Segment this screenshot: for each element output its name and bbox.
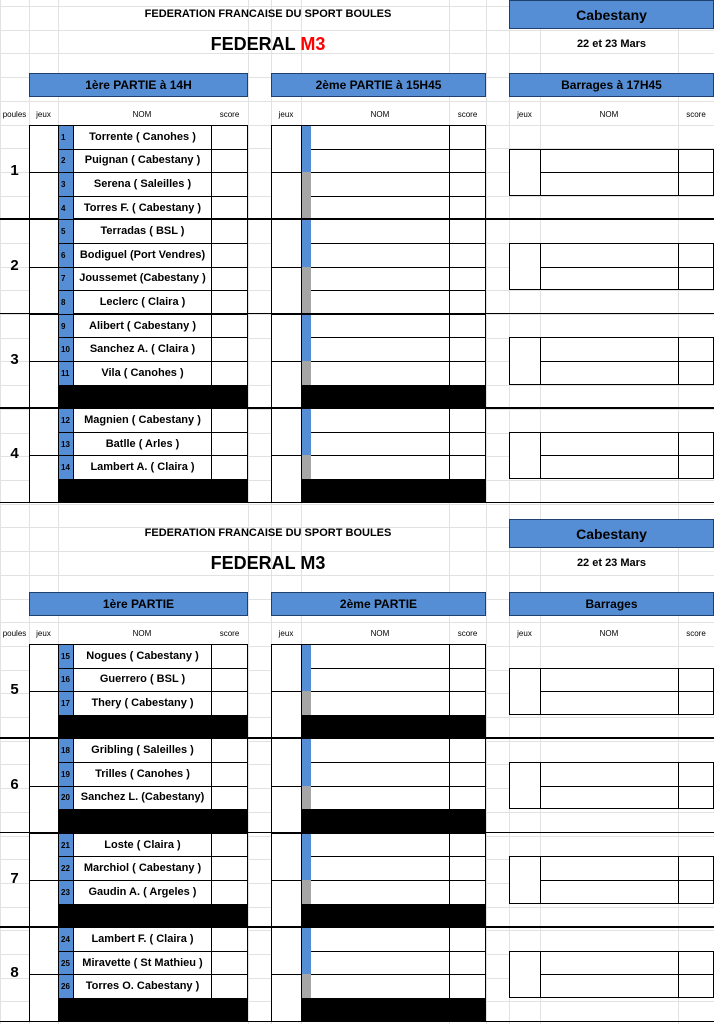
player-number: 8 bbox=[59, 291, 73, 314]
strip-gray bbox=[302, 267, 311, 313]
row-line-2 bbox=[301, 455, 486, 456]
grid-row-line bbox=[0, 101, 714, 102]
player-name: Thery ( Cabestany ) bbox=[91, 696, 194, 709]
player-name: Bodiguel (Port Vendres) bbox=[79, 248, 206, 261]
player-number: 3 bbox=[59, 173, 73, 196]
player-name: Lambert A. ( Claira ) bbox=[90, 461, 195, 474]
player-number: 9 bbox=[59, 315, 73, 338]
grid-row-line bbox=[0, 30, 714, 31]
part1-header: 1ère PARTIE à 14H bbox=[29, 73, 248, 97]
col-jeux-label-3: jeux bbox=[517, 110, 532, 119]
col-nom-label-2: NOM bbox=[370, 110, 390, 119]
empty-slot-bar-2 bbox=[301, 385, 486, 409]
player-number: 7 bbox=[59, 268, 73, 291]
barrage-row-line bbox=[540, 691, 714, 692]
strip-blue bbox=[302, 645, 311, 691]
row-line-2 bbox=[301, 337, 486, 338]
player-name: Vila ( Canohes ) bbox=[101, 366, 184, 379]
col-nom-label-3: NOM bbox=[599, 629, 619, 638]
player-number: 14 bbox=[59, 456, 73, 479]
dates-label: 22 et 23 Mars bbox=[576, 557, 647, 569]
grid-column-line bbox=[248, 0, 249, 1024]
empty-slot-bar bbox=[58, 809, 248, 833]
row-line-2 bbox=[301, 856, 486, 857]
player-name: Batlle ( Arles ) bbox=[105, 437, 180, 450]
player-name: Serena ( Saleilles ) bbox=[93, 177, 192, 190]
empty-slot-bar bbox=[58, 385, 248, 409]
player-number: 6 bbox=[59, 244, 73, 267]
poule-number: 6 bbox=[10, 775, 19, 793]
location-header: Cabestany bbox=[509, 0, 714, 29]
competition-title bbox=[58, 34, 478, 55]
col-jeux-label-2: jeux bbox=[278, 629, 294, 638]
jeux-mid-line-2 bbox=[271, 691, 302, 692]
row-line-2 bbox=[301, 361, 486, 362]
federation-title: FEDERATION FRANCAISE DU SPORT BOULES bbox=[144, 8, 392, 20]
row-line-2 bbox=[301, 172, 486, 173]
player-number: 2 bbox=[59, 150, 73, 173]
col-score-label-2: score bbox=[457, 110, 478, 119]
title-main: FEDERAL M3 bbox=[210, 553, 326, 573]
barrage-row-line bbox=[540, 455, 714, 456]
barrage-row-line bbox=[540, 880, 714, 881]
player-number: 24 bbox=[59, 928, 73, 951]
player-number: 5 bbox=[59, 220, 73, 243]
empty-slot-bar-2 bbox=[301, 715, 486, 739]
player-name: Torres O. Cabestany ) bbox=[85, 980, 200, 993]
dates-label: 22 et 23 Mars bbox=[576, 38, 647, 50]
col-jeux-label: jeux bbox=[36, 110, 51, 119]
barrage-row-line bbox=[540, 172, 714, 173]
col-score-label: score bbox=[219, 110, 240, 119]
part3-header: Barrages bbox=[509, 592, 714, 616]
barrage-row-line bbox=[540, 786, 714, 787]
player-number: 19 bbox=[59, 763, 73, 786]
player-name: Trilles ( Canohes ) bbox=[95, 767, 190, 780]
strip-blue bbox=[302, 739, 311, 785]
jeux-mid-line-2 bbox=[271, 974, 302, 975]
player-number: 4 bbox=[59, 197, 73, 220]
jeux-mid-line-2 bbox=[271, 455, 302, 456]
strip-blue bbox=[302, 220, 311, 266]
part1-header: 1ère PARTIE bbox=[29, 592, 248, 616]
poule-number: 3 bbox=[10, 351, 19, 368]
col-nom-label: NOM bbox=[132, 110, 152, 119]
player-name: Miravette ( St Mathieu ) bbox=[82, 956, 203, 969]
row-line-2 bbox=[301, 762, 486, 763]
jeux-mid-line bbox=[29, 172, 59, 173]
empty-slot-bar-2 bbox=[301, 998, 486, 1022]
player-name: Gribling ( Saleilles ) bbox=[91, 744, 194, 757]
poule-number: 4 bbox=[10, 445, 19, 463]
row-line-2 bbox=[301, 668, 486, 669]
poule-number: 2 bbox=[10, 256, 19, 274]
row-line-2 bbox=[301, 243, 486, 244]
strip-blue bbox=[302, 928, 311, 974]
player-name: Puignan ( Cabestany ) bbox=[84, 154, 201, 167]
strip-blue bbox=[302, 409, 311, 455]
barrage-row-line bbox=[540, 361, 714, 362]
col-score-label-2: score bbox=[457, 629, 478, 638]
row-line-2 bbox=[301, 951, 486, 952]
row-line-2 bbox=[301, 432, 486, 433]
row-line-2 bbox=[301, 196, 486, 197]
jeux-mid-line-2 bbox=[271, 786, 302, 787]
jeux-mid-line bbox=[29, 455, 59, 456]
col-jeux-label-3: jeux bbox=[517, 629, 532, 638]
strip-blue bbox=[302, 315, 311, 361]
row-line-2 bbox=[301, 974, 486, 975]
col-score-label-3: score bbox=[686, 110, 706, 119]
player-number: 21 bbox=[59, 834, 73, 857]
player-number: 17 bbox=[59, 692, 73, 715]
player-name: Guerrero ( BSL ) bbox=[99, 673, 186, 686]
empty-slot-bar bbox=[58, 715, 248, 739]
col-poules-label: poules bbox=[2, 110, 27, 119]
poule-number: 5 bbox=[10, 681, 19, 699]
empty-slot-bar bbox=[58, 904, 248, 928]
player-name: Loste ( Claira ) bbox=[104, 838, 181, 851]
part2-header: 2ème PARTIE à 15H45 bbox=[271, 73, 486, 97]
grid-row-line bbox=[0, 551, 714, 552]
jeux-mid-line bbox=[29, 361, 59, 362]
jeux-mid-line-2 bbox=[271, 172, 302, 173]
grid-column-line bbox=[486, 0, 487, 1024]
jeux-mid-line-2 bbox=[271, 880, 302, 881]
poule-number: 7 bbox=[10, 870, 19, 887]
strip-gray bbox=[302, 172, 311, 218]
player-number: 20 bbox=[59, 787, 73, 810]
jeux-mid-line-2 bbox=[271, 361, 302, 362]
grid-row-line bbox=[0, 575, 714, 576]
player-name: Marchiol ( Cabestany ) bbox=[83, 862, 202, 875]
strip-blue bbox=[302, 126, 311, 172]
player-number: 12 bbox=[59, 409, 73, 432]
competition-title bbox=[58, 553, 478, 574]
col-nom-label-2: NOM bbox=[370, 629, 390, 638]
row-line-2 bbox=[301, 691, 486, 692]
jeux-mid-line-2 bbox=[271, 267, 302, 268]
player-number: 22 bbox=[59, 857, 73, 880]
player-name: Sanchez L. (Cabestany) bbox=[80, 791, 205, 804]
player-number: 13 bbox=[59, 433, 73, 456]
player-number: 11 bbox=[59, 362, 73, 385]
col-poules-label: poules bbox=[2, 629, 27, 638]
player-number: 25 bbox=[59, 952, 73, 975]
strip-blue bbox=[302, 834, 311, 880]
player-number: 10 bbox=[59, 338, 73, 361]
row-line-2 bbox=[301, 267, 486, 268]
jeux-mid-line bbox=[29, 691, 59, 692]
title-main: FEDERAL bbox=[210, 34, 301, 54]
player-number: 23 bbox=[59, 881, 73, 904]
player-name: Terradas ( BSL ) bbox=[100, 225, 185, 238]
row-line-2 bbox=[301, 290, 486, 291]
empty-slot-bar-2 bbox=[301, 904, 486, 928]
part2-header: 2ème PARTIE bbox=[271, 592, 486, 616]
grid-row-line bbox=[0, 622, 714, 623]
player-name: Alibert ( Cabestany ) bbox=[89, 319, 196, 332]
jeux-mid-line bbox=[29, 267, 59, 268]
player-name: Sanchez A. ( Claira ) bbox=[89, 343, 196, 356]
location-header: Cabestany bbox=[509, 519, 714, 548]
barrage-row-line bbox=[540, 974, 714, 975]
player-number: 16 bbox=[59, 669, 73, 692]
player-name: Nogues ( Cabestany ) bbox=[86, 649, 199, 662]
poule-number: 8 bbox=[10, 964, 19, 982]
jeux-mid-line bbox=[29, 880, 59, 881]
col-nom-label-3: NOM bbox=[599, 110, 619, 119]
player-number: 26 bbox=[59, 975, 73, 998]
jeux-mid-line bbox=[29, 974, 59, 975]
jeux-mid-line bbox=[29, 786, 59, 787]
row-line-2 bbox=[301, 786, 486, 787]
empty-slot-bar bbox=[58, 479, 248, 503]
col-score-label-3: score bbox=[686, 629, 706, 638]
player-name: Joussemet (Cabestany ) bbox=[79, 272, 206, 285]
player-name: Torrente ( Canohes ) bbox=[89, 130, 196, 143]
row-line-2 bbox=[301, 880, 486, 881]
federation-title: FEDERATION FRANCAISE DU SPORT BOULES bbox=[144, 527, 392, 539]
empty-slot-bar bbox=[58, 998, 248, 1022]
part3-header: Barrages à 17H45 bbox=[509, 73, 714, 97]
grid-row-line bbox=[0, 504, 714, 505]
player-name: Lambert F. ( Claira ) bbox=[91, 932, 194, 945]
player-number: 1 bbox=[59, 126, 73, 149]
col-score-label: score bbox=[219, 629, 240, 638]
player-name: Gaudin A. ( Argeles ) bbox=[88, 885, 197, 898]
player-number: 15 bbox=[59, 645, 73, 668]
row-line-2 bbox=[301, 149, 486, 150]
player-number: 18 bbox=[59, 739, 73, 762]
col-jeux-label-2: jeux bbox=[278, 110, 294, 119]
col-jeux-label: jeux bbox=[36, 629, 51, 638]
barrage-row-line bbox=[540, 267, 714, 268]
player-name: Leclerc ( Claira ) bbox=[99, 295, 186, 308]
col-nom-label: NOM bbox=[132, 629, 152, 638]
empty-slot-bar-2 bbox=[301, 479, 486, 503]
title-accent: M3 bbox=[300, 34, 326, 54]
poule-number: 1 bbox=[10, 162, 19, 180]
player-name: Magnien ( Cabestany ) bbox=[84, 413, 201, 426]
empty-slot-bar-2 bbox=[301, 809, 486, 833]
player-name: Torres F. ( Cabestany ) bbox=[83, 201, 202, 214]
